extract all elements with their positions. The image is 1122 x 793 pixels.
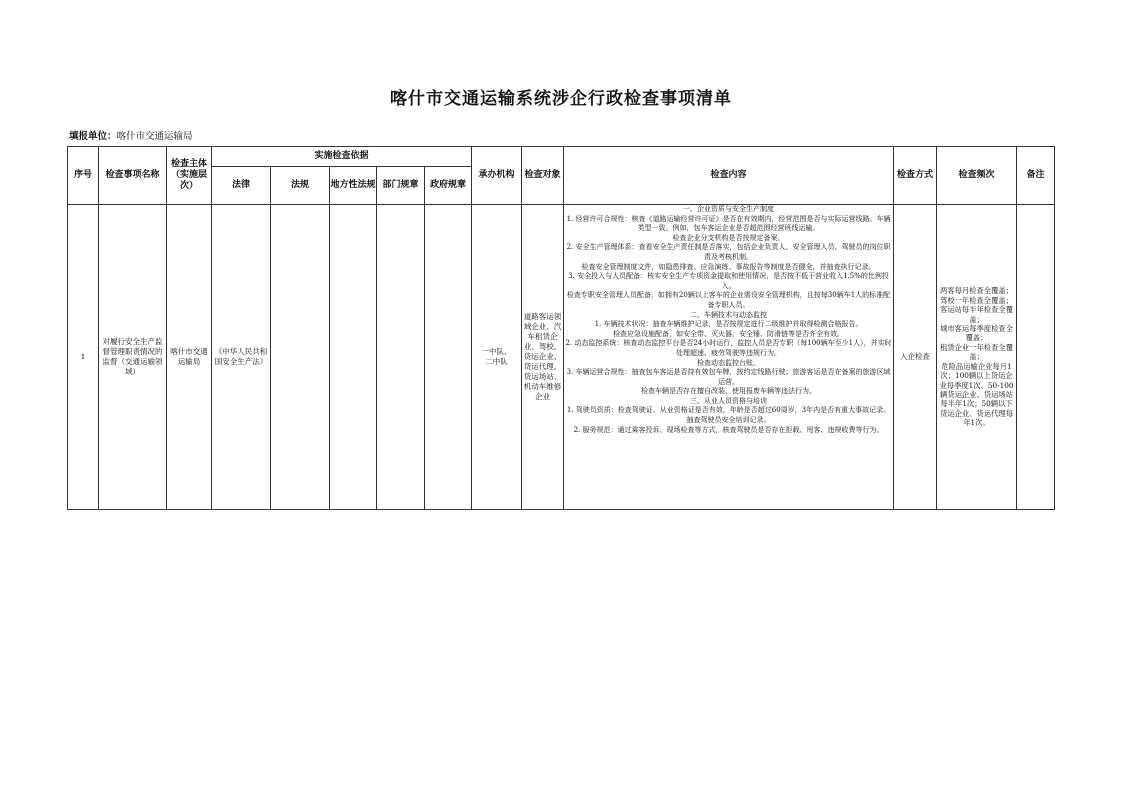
header-content: 检查内容 [564,147,894,205]
cell-gov-rule [425,205,472,510]
cell-frequency: 两客每月检查全覆盖； 驾校一年检查全覆盖；客运站每半年检查全覆盖； 城市客运每季度检查全覆盖； 租赁企业一年检查全覆盖； 危险品运输企业每月1次；100辆以上货运企业每季度1次、50-100辆货运企业、货运场站每半年1次；50辆以下货运企业、货运代理每年1次。 [937,205,1017,510]
content-line: 1. 经营许可合规性：核查《道路运输经营许可证》是否在有效期内，经营范围是否与实际运营线路、车辆类型一致。例如，包车客运企业是否超范围经营班线运输。 [566,214,891,233]
header-local-regulation: 地方性法规 [330,167,377,205]
cell-subject: 喀什市交通运输局 [167,205,212,510]
header-basis: 实施检查依据 [212,147,472,167]
cell-remark [1017,205,1055,510]
content-line: 检查动态监控台账。 [697,358,761,367]
content-line: 抽查驾驶员安全培训记录。 [686,416,771,425]
content-line: 检查车辆是否存在擅自改装、使用报废车辆等违法行为。 [641,387,817,396]
header-frequency: 检查频次 [937,147,1017,205]
content-line: 3. 车辆运营合规性：抽查包车客运是否持有效包车牌，按约定线路行驶；旅游客运是否在备案的旅游区域运营。 [566,368,891,386]
reporting-unit [69,128,193,142]
content-line: 2. 动态监控系统：核查动态监控平台是否24小时运行，监控人员是否专职（每100辆车至少1人），并实时处理超速、疲劳驾驶等违规行为。 [565,339,892,357]
reporting-unit-label: 填报单位： [69,131,117,142]
cell-seq: 1 [68,205,99,510]
content-line: 1. 驾驶员资质：检查驾驶证、从业资格证是否有效，年龄是否超过60周岁，3年内是否有重大事故记录。 [566,406,891,415]
header-subject: 检查主体（实施层次） [167,147,212,205]
content-line: 1. 车辆技术状况：抽查车辆维护记录，是否按规定进行二级维护并取得检测合格报告。 [594,320,863,329]
inspection-table [67,146,1055,510]
header-seq: 序号 [68,147,99,205]
cell-agency: 一中队、 二中队 [472,205,522,510]
cell-regulation [271,205,330,510]
header-row-1 [68,147,1055,167]
content-line: 检查应急设施配备，如安全带、灭火器、安全锤、防滑链等是否齐全有效。 [613,329,845,338]
content-line: 检查企业分支机构是否按规定备案。 [672,233,785,242]
reporting-unit-value: 喀什市交通运输局 [116,131,193,142]
cell-content [564,205,894,510]
header-agency: 承办机构 [472,147,522,205]
header-remark: 备注 [1017,147,1055,205]
content-text [564,205,893,509]
document-title: 喀什市交通运输系统涉企行政检查事项清单 [390,89,732,109]
header-law: 法律 [212,167,271,205]
header-dept-rule: 部门规章 [377,167,425,205]
content-line: 2. 安全生产管理体系：查看安全生产责任制是否落实，包括企业负责人、安全管理人员、驾驶员的岗位职责及考核机制。 [566,243,891,261]
cell-method: 入企检查 [894,205,937,510]
cell-dept-rule [377,205,425,510]
header-method: 检查方式 [894,147,937,205]
content-line: 二、车辆技术与动态监控 [690,310,768,319]
cell-item-name: 对履行安全生产监督管理职责情况的监督（交通运输领域） [99,205,167,510]
cell-local-regulation [330,205,377,510]
header-gov-rule: 政府规章 [425,167,472,205]
content-line: 2. 服务规范：通过乘客投诉、现场检查等方式，核查驾驶员是否存在拒载、甩客、违规收费等行为。 [573,425,884,434]
cell-law: 《中华人民共和国安全生产法》 [212,205,271,510]
content-line: 检查安全管理制度文件，如隐患排查、应急演练、事故报告等制度是否健全，并抽查执行记录。 [581,262,876,271]
cell-target: 道路客运领域企业、汽车租赁企业、驾校、货运企业、货运代理、货运场站、机动车维修企业 [522,205,564,510]
content-line: 三、从业人员资格与培训 [690,396,768,405]
content-line: 3. 安全投入与人员配备：核实安全生产专项资金提取和使用情况，是否按不低于营业收入1.5%的比例投入。 [568,272,889,290]
table-row [68,205,1055,510]
header-target: 检查对象 [522,147,564,205]
content-line: 检查专职安全管理人员配备，如拥有20辆以上客车的企业需设安全管理机构，且按每30辆车1人的标准配备专职人员。 [566,291,891,309]
content-line: 一、企业资质与安全生产制度 [683,205,775,213]
header-item-name: 检查事项名称 [99,147,167,205]
header-regulation: 法规 [271,167,330,205]
